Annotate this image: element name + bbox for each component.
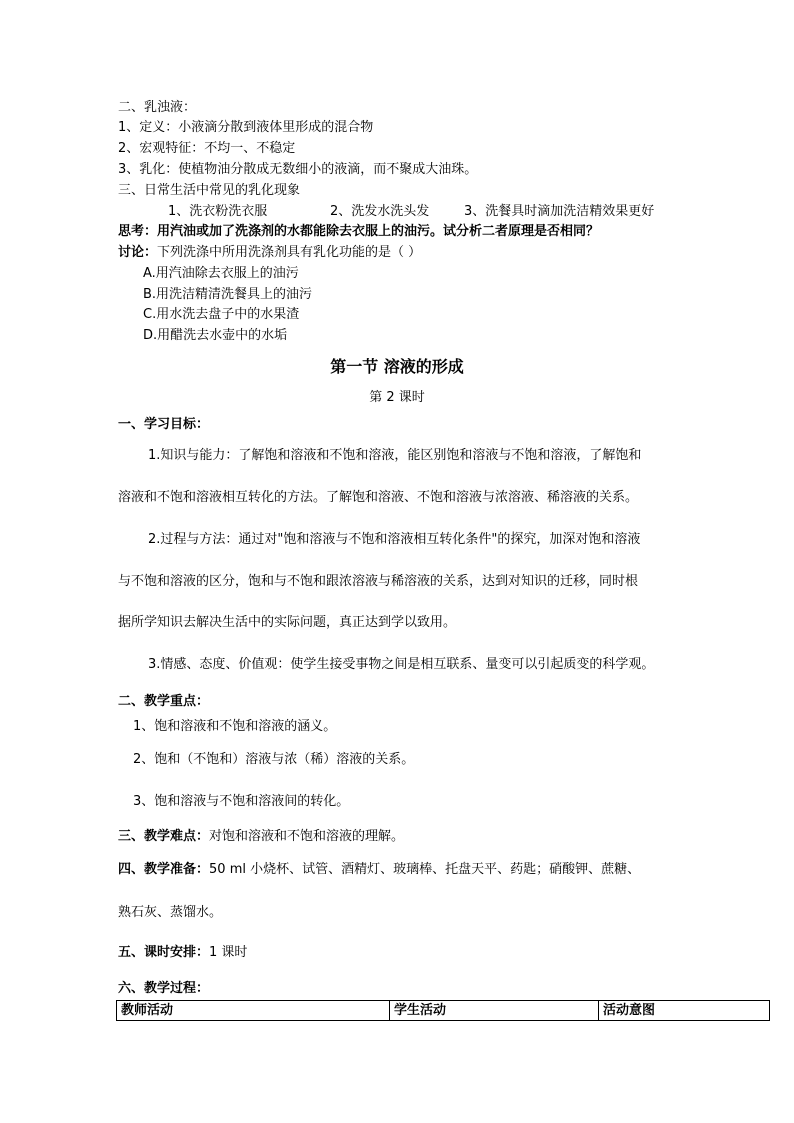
option-b: B.用洗洁精清洗餐具上的油污 — [143, 287, 313, 302]
goal-3: 3.情感、态度、价值观：使学生接受事物之间是相互联系、量变可以引起质变的科学观。 — [148, 657, 655, 672]
option-c: C.用水洗去盘子中的水果渣 — [143, 307, 300, 322]
daily-item-3: 3、洗餐具时滴加洗洁精效果更好 — [464, 204, 655, 219]
schedule-line — [118, 945, 247, 961]
prep-text-1: 50 ml 小烧杯、试管、酒精灯、玻璃棒、托盘天平、药匙；硝酸钾、蔗糖、 — [209, 862, 641, 877]
option-a: A.用汽油除去衣服上的油污 — [143, 266, 299, 281]
daily-item-1: 1、洗衣粉洗衣服 — [168, 204, 268, 219]
key-point-2: 2、饱和（不饱和）溶液与浓（稀）溶液的关系。 — [133, 752, 415, 767]
process-heading: 六、教学过程： — [118, 981, 210, 996]
daily-heading: 三、日常生活中常见的乳化现象 — [118, 183, 301, 198]
option-d: D.用醋洗去水壶中的水垢 — [143, 328, 288, 343]
goal-2-line-3: 据所学知识去解决生活中的实际问题，真正达到学以致用。 — [118, 615, 457, 630]
discuss-line — [118, 245, 421, 261]
schedule-label: 五、课时安排： — [118, 945, 210, 960]
goal-1-line-1: 1.知识与能力：了解饱和溶液和不饱和溶液，能区别饱和溶液与不饱和溶液，了解饱和 — [148, 448, 642, 463]
emulsion-item-1: 1、定义：小液滴分散到液体里形成的混合物 — [118, 120, 374, 135]
goal-1-line-2: 溶液和不饱和溶液相互转化的方法。了解饱和溶液、不饱和溶液与浓溶液、稀溶液的关系。 — [118, 490, 639, 505]
difficulty-label: 三、教学难点： — [118, 829, 210, 844]
section-title: 第一节 溶液的形成 — [330, 357, 464, 376]
discuss-text: 下列洗涤中所用洗涤剂具有乳化功能的是（ ） — [157, 245, 422, 260]
prep-line-2: 熟石灰、蒸馏水。 — [118, 905, 223, 920]
goal-2-line-1: 2.过程与方法：通过对"饱和溶液与不饱和溶液相互转化条件"的探究，加深对饱和溶液 — [148, 532, 641, 547]
process-table-header-row — [117, 1001, 770, 1021]
column-activity-intent: 活动意图 — [599, 1001, 770, 1021]
column-student-activity: 学生活动 — [390, 1001, 599, 1021]
schedule-text: 1 课时 — [209, 945, 248, 960]
goal-2-line-2: 与不饱和溶液的区分，饱和与不饱和跟浓溶液与稀溶液的关系，达到对知识的迁移，同时根 — [118, 574, 639, 589]
process-table — [116, 1000, 770, 1021]
column-teacher-activity: 教师活动 — [117, 1001, 390, 1021]
prep-label: 四、教学准备： — [118, 862, 210, 877]
goals-heading: 一、学习目标： — [118, 417, 210, 432]
think-text: 用汽油或加了洗涤剂的水都能除去衣服上的油污。试分析二者原理是否相同？ — [157, 224, 600, 239]
difficulty-text: 对饱和溶液和不饱和溶液的理解。 — [209, 829, 405, 844]
section-subtitle: 第 2 课时 — [369, 390, 425, 405]
prep-line-1 — [118, 862, 640, 878]
think-label: 思考： — [118, 224, 158, 239]
difficulty-line — [118, 829, 404, 845]
think-line — [118, 224, 599, 240]
daily-item-2: 2、洗发水洗头发 — [330, 204, 430, 219]
discuss-label: 讨论： — [118, 245, 158, 260]
key-point-3: 3、饱和溶液与不饱和溶液间的转化。 — [133, 794, 350, 809]
emulsion-heading: 二、乳浊液： — [118, 100, 197, 115]
emulsion-item-3: 3、乳化：使植物油分散成无数细小的液滴，而不聚成大油珠。 — [118, 162, 478, 177]
key-points-heading: 二、教学重点： — [118, 694, 210, 709]
key-point-1: 1、饱和溶液和不饱和溶液的涵义。 — [133, 719, 337, 734]
emulsion-item-2: 2、宏观特征：不均一、不稳定 — [118, 141, 296, 156]
